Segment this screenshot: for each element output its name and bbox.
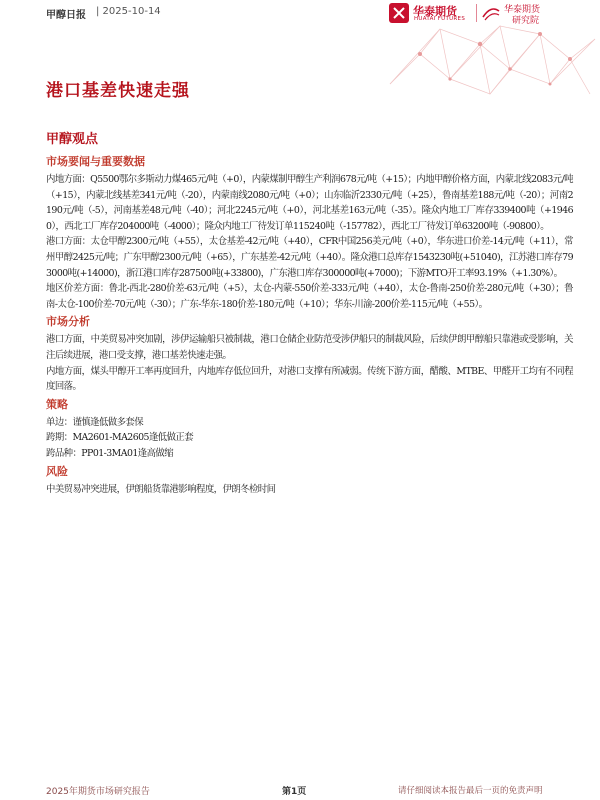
institute-line2: 研究院	[512, 16, 540, 26]
news-heading: 市场要闻与重要数据	[46, 155, 145, 168]
logo-name-cn: 华泰期货	[413, 5, 457, 18]
page-header	[0, 0, 600, 24]
footer-report-name: 2025年期货市场研究报告	[46, 787, 150, 797]
analysis-paragraph-inland: 内地方面，煤头甲醇开工率再度回升，内地库存低位回升，对港口支撑有所减弱。传统下游方面，醋酸、MTBE、甲醛开工均有不同程度回落。	[46, 365, 573, 393]
research-institute-icon	[481, 3, 501, 23]
institute-line1: 华泰期货	[504, 5, 541, 15]
strategy-cross: 跨品种：PP01-3MA01逢高做缩	[46, 447, 174, 459]
logo-divider	[476, 4, 477, 22]
logo-name-en: HUATAI FUTURES	[414, 16, 466, 22]
report-date: | 2025-10-14	[96, 6, 161, 17]
footer-disclaimer-link[interactable]: 请仔细阅读本报告最后一页的免责声明	[398, 786, 543, 796]
analysis-heading: 市场分析	[46, 315, 90, 329]
huatai-logo-icon	[388, 2, 410, 24]
strategy-single: 单边：谨慎逢低做多套保	[46, 416, 144, 428]
section-title: 甲醇观点	[46, 132, 99, 147]
banner-title: 港口基差快速走强	[46, 81, 190, 101]
news-paragraph-spread: 地区价差方面：鲁北-西北-280价差-63元/吨（+5），太仓-内蒙-550价差-333元/吨（+40），太仓-鲁南-250价差-280元/吨（+30）；鲁南-太仓-100价差-70元/吨（-30）；广东-华东-180价差-180元/吨（+10）；华东-川渝-200价差-115元/吨（+55）。	[46, 283, 573, 310]
risk-heading: 风险	[46, 464, 68, 478]
news-paragraph-port: 港口方面：太仓甲醇2300元/吨（+55），太仓基差-42元/吨（+40），CFR中国256美元/吨（+0），华东进口价差-14元/吨（+11），常州甲醇2425元/吨；广东甲醇2300元/吨（+65），广东基差-42元/吨（+40）。隆众港口总库存1543230吨(+51040)，江苏港口库存793000吨(+14000)，浙江港口库存287500吨(+33800)，广东港口库存300000吨(+7000)；下游MTO开工率93.19%（+1.30%）。	[46, 236, 573, 279]
analysis-paragraph-port: 港口方面，中美贸易冲突加剧，涉伊运输船只被制裁，港口仓储企业防范受涉伊船只的制裁风险，后续伊朗甲醇船只靠港或受影响，关注后续进展，港口受支撑，港口基差快速走强。	[46, 334, 573, 361]
news-paragraph-inland: 内地方面：Q5500鄂尔多斯动力煤465元/吨（+0），内蒙煤制甲醇生产利润678元/吨（+15）；内地甲醇价格方面，内蒙北线2083元/吨（+15），内蒙北线基差341元/吨（-20），内蒙南线2080元/吨（+0）；山东临沂2330元/吨（+25），鲁南基差188元/吨（-20）；河南2190元/吨（-5），河南基差48元/吨（-40）；河北2245元/吨（+0），河北基差163元/吨（-35）。隆众内地工厂库存339400吨（+19460），西北工厂库存204000吨（-4000）；隆众内地工厂待发订单115240吨（-157782），西北工厂待发订单63200吨（-90800）。	[46, 174, 574, 232]
report-body	[46, 132, 573, 497]
strategy-heading: 策略	[46, 397, 68, 411]
risk-text: 中美贸易冲突进展，伊朗船货靠港影响程度，伊朗冬检时间	[46, 483, 276, 495]
network-decoration-icon	[380, 24, 600, 104]
report-tag: 甲醇日报	[46, 10, 86, 21]
strategy-spread: 跨期：MA2601-MA2605逢低做正套	[46, 432, 194, 444]
footer-page-number: 第1页	[282, 787, 307, 797]
